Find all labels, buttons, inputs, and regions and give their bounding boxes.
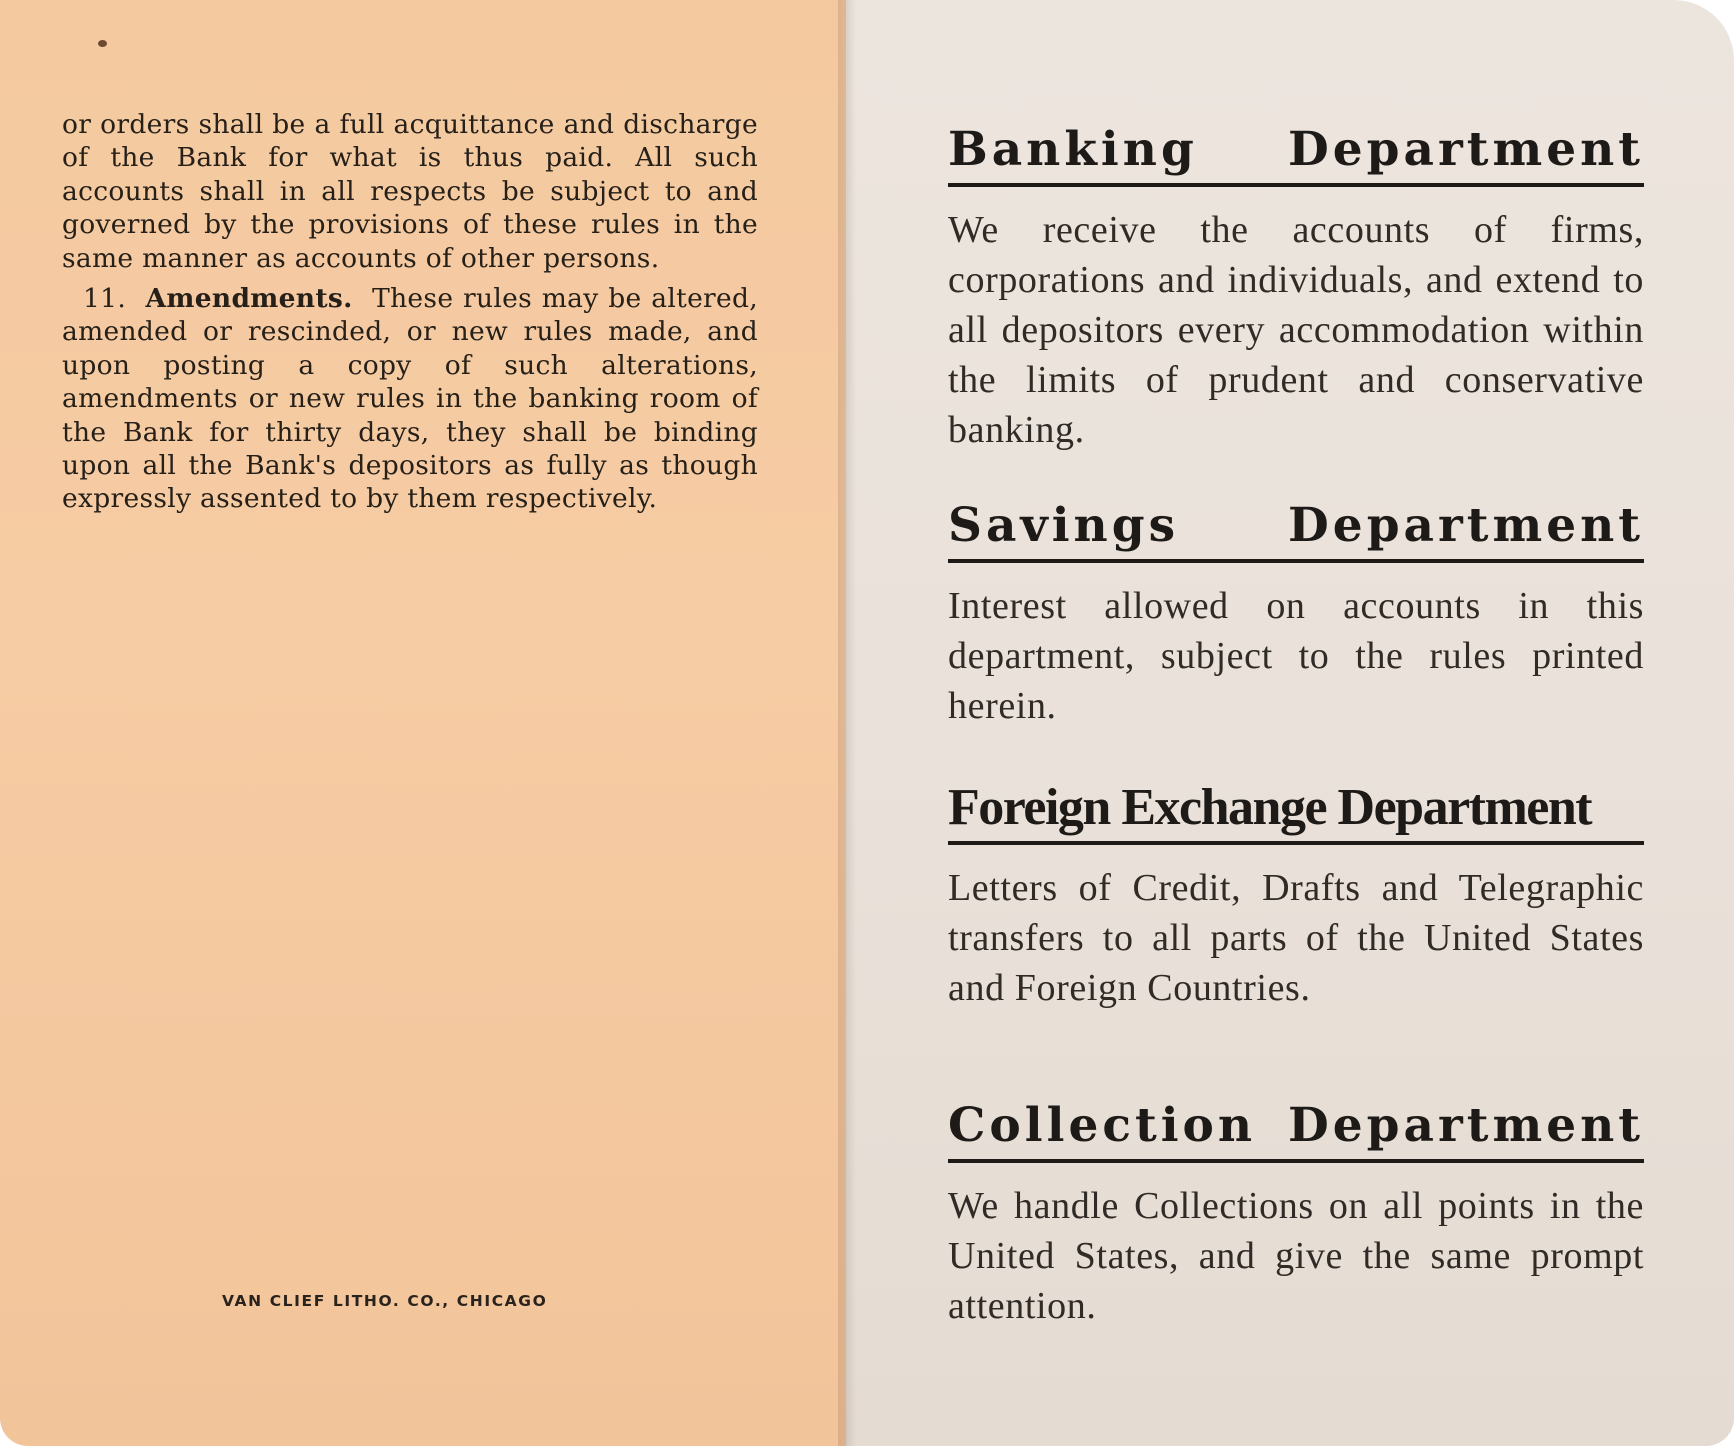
rules-text: [62, 108, 758, 523]
department-title: Foreign Exchange Department: [948, 779, 1592, 836]
department-foreign-exchange: [948, 778, 1644, 1013]
title-underline: [948, 841, 1644, 845]
department-description: Interest allowed on accounts in this department, subject to the rules printed herein.: [948, 585, 1644, 727]
rule-11-text: These rules may be altered, amended or rescinded, or new rules made, and upon posting a copy of such alterations, amendments or new rules in the banking room of the Bank for thirty days, they shall be binding upon all the Bank's depositors as fully as though expressly assented to by them respectively.: [62, 283, 758, 515]
gutter-fold: [838, 0, 856, 1446]
department-description: We receive the accounts of firms, corporations and individuals, and extend to all depositors every accommodation within the limits of prudent and conservative banking.: [948, 209, 1644, 451]
rule-11-heading: Amendments.: [145, 283, 353, 315]
department-description: Letters of Credit, Drafts and Telegraphic transfers to all parts of the United States and Foreign Countries.: [948, 867, 1644, 1009]
left-page: [0, 0, 846, 1446]
ink-spot: [98, 40, 107, 47]
title-underline: [948, 183, 1644, 187]
rule-continuation-paragraph: or orders shall be a full acquittance and discharge of the Bank for what is thus paid. All such accounts shall in all respects be subject to and governed by the provisions of these rules in the same manner as accounts of other persons.: [62, 109, 758, 274]
department-banking: [948, 120, 1644, 455]
department-collection: [948, 1096, 1644, 1331]
rule-11-number: 11.: [83, 283, 127, 315]
printer-credit: VAN CLIEF LITHO. CO., CHICAGO: [222, 1292, 548, 1310]
title-underline: [948, 559, 1644, 563]
rule-11-paragraph: [62, 282, 758, 516]
department-description: We handle Collections on all points in the United States, and give the same prompt attention.: [948, 1185, 1644, 1327]
department-title: Banking Department: [948, 122, 1644, 177]
department-savings: [948, 496, 1644, 731]
department-title: Savings Department: [948, 498, 1644, 553]
department-title: Collection Department: [948, 1098, 1644, 1153]
title-underline: [948, 1159, 1644, 1163]
